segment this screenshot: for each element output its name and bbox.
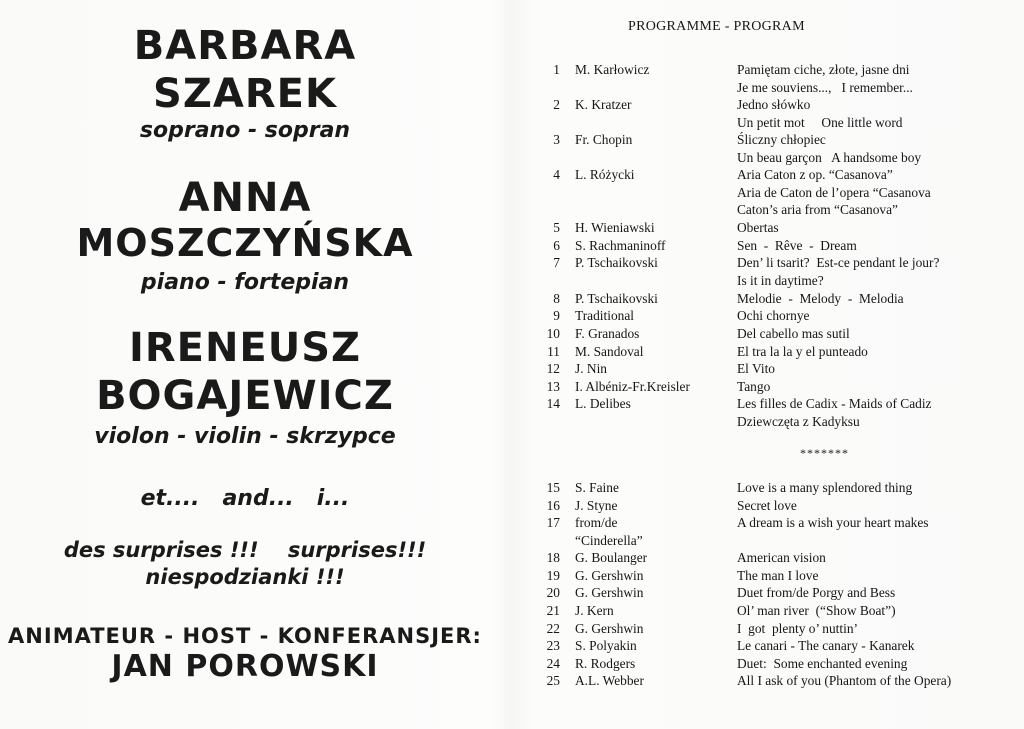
composer: A.L. Webber [575, 673, 644, 688]
work-title: Obertas [737, 220, 779, 235]
item-number: 18 [546, 550, 560, 565]
work-title: Aria de Caton de l’opera “Casanova [737, 185, 931, 200]
programme-row [520, 673, 1020, 691]
programme-row [520, 150, 1020, 168]
surprises-line-1: des surprises !!! surprises!!! [63, 538, 427, 562]
item-number: 14 [546, 396, 560, 411]
composer: M. Sandoval [575, 344, 644, 359]
composer: G. Gershwin [575, 568, 644, 583]
work-title: All I ask of you (Phantom of the Opera) [737, 673, 952, 688]
work-title: Caton’s aria from “Casanova” [737, 202, 899, 217]
item-number: 13 [546, 379, 560, 394]
work-title: Śliczny chłopiec [737, 132, 826, 147]
work-title: Sen - Rêve - Dream [737, 238, 857, 253]
work-title: A dream is a wish your heart makes [737, 515, 929, 530]
composer: S. Faine [575, 480, 619, 495]
composer: Fr. Chopin [575, 132, 633, 147]
work-title: Is it in daytime? [737, 273, 824, 288]
programme-row [520, 533, 1020, 551]
work-title: Secret love [737, 498, 797, 513]
work-title: Love is a many splendored thing [737, 480, 913, 495]
item-number: 7 [553, 255, 560, 270]
composer: J. Nin [575, 361, 607, 376]
programme-row [520, 132, 1020, 150]
programme-row [520, 80, 1020, 98]
composer: R. Rodgers [575, 656, 636, 671]
programme-row [520, 238, 1020, 256]
item-number: 8 [553, 291, 560, 306]
item-number: 24 [546, 656, 560, 671]
programme-row [520, 220, 1020, 238]
programme-row [520, 97, 1020, 115]
composer: H. Wieniawski [575, 220, 655, 235]
item-number: 2 [553, 97, 560, 112]
work-title: Ochi chornye [737, 308, 810, 323]
item-number: 21 [546, 603, 560, 618]
programme-row [520, 585, 1020, 603]
composer: G. Boulanger [575, 550, 648, 565]
programme-row [520, 515, 1020, 533]
item-number: 1 [553, 62, 560, 77]
performer-1-name-line-1: BARBARA [133, 23, 357, 69]
programme-row [520, 603, 1020, 621]
programme-row [520, 255, 1020, 273]
programme-row [520, 379, 1020, 397]
item-number: 15 [546, 480, 560, 495]
work-title: The man I love [737, 568, 819, 583]
composer: from/de [575, 515, 618, 530]
composer: P. Tschaikovski [575, 291, 658, 306]
performer-3-name-line-1: IRENEUSZ [128, 325, 362, 371]
performer-1-name-line-2: SZAREK [153, 71, 337, 117]
programme-row [520, 361, 1020, 379]
programme-panel [520, 0, 1020, 729]
composer: K. Kratzer [575, 97, 632, 112]
performer-1-role: soprano - sopran [139, 118, 351, 143]
performer-2-name-line-1: ANNA [178, 175, 312, 221]
performer-2-name-line-2: MOSZCZYŃSKA [76, 221, 414, 265]
composer: S. Polyakin [575, 638, 637, 653]
programme-row [520, 167, 1020, 185]
composer: L. Różycki [575, 167, 635, 182]
programme-row [520, 550, 1020, 568]
programme-row [520, 115, 1020, 133]
item-number: 11 [547, 344, 560, 359]
and-line: et.... and... i... [140, 486, 350, 511]
work-title: Ol’ man river (“Show Boat”) [737, 603, 896, 618]
work-title: Le canari - The canary - Kanarek [737, 638, 915, 653]
item-number: 20 [546, 585, 560, 600]
programme-row [520, 621, 1020, 639]
item-number: 22 [546, 621, 560, 636]
item-number: 23 [546, 638, 560, 653]
work-title: Duet: Some enchanted evening [737, 656, 908, 671]
programme-row [520, 326, 1020, 344]
programme-row [520, 344, 1020, 362]
item-number: 4 [553, 167, 560, 182]
composer: J. Kern [575, 603, 614, 618]
composer: F. Granados [575, 326, 640, 341]
host-name: JAN POROWSKI [111, 649, 379, 684]
work-title: Den’ li tsarit? Est-ce pendant le jour? [737, 255, 940, 270]
composer: G. Gershwin [575, 585, 644, 600]
composer: L. Delibes [575, 396, 631, 411]
work-title: Melodie - Melody - Melodia [737, 291, 904, 306]
section-separator: ******* [800, 446, 849, 460]
performer-2-role: piano - fortepian [140, 270, 350, 295]
work-title: Un beau garçon A handsome boy [737, 150, 922, 165]
work-title: Tango [737, 379, 771, 394]
programme-row [520, 568, 1020, 586]
composer: M. Karłowicz [575, 62, 650, 77]
composer: S. Rachmaninoff [575, 238, 666, 253]
item-number: 25 [546, 673, 560, 688]
performer-3-name-line-2: BOGAJEWICZ [96, 373, 394, 419]
item-number: 3 [553, 132, 560, 147]
work-title: Duet from/de Porgy and Bess [737, 585, 896, 600]
work-title: Un petit mot One little word [737, 115, 903, 130]
work-title: Del cabello mas sutil [737, 326, 850, 341]
work-title: Dziewczęta z Kadyksu [737, 414, 860, 429]
work-title: Pamiętam ciche, złote, jasne dni [737, 62, 910, 77]
programme-row [520, 498, 1020, 516]
programme-row [520, 202, 1020, 220]
work-title: Jedno słówko [737, 97, 811, 112]
composer: J. Styne [575, 498, 618, 513]
composer: Traditional [575, 308, 635, 323]
performer-3-role: violon - violin - skrzypce [94, 424, 396, 449]
item-number: 6 [553, 238, 560, 253]
programme-title: PROGRAMME - PROGRAM [628, 19, 805, 34]
programme-row [520, 396, 1020, 414]
surprises-line-2: niespodzianki !!! [145, 565, 345, 589]
programme-row [520, 414, 1020, 432]
item-number: 17 [546, 515, 560, 530]
item-number: 10 [546, 326, 560, 341]
programme-row [520, 273, 1020, 291]
programme-row [520, 291, 1020, 309]
programme-row [520, 656, 1020, 674]
host-label: ANIMATEUR - HOST - KONFERANSJER: [8, 624, 482, 648]
work-title: Je me souviens..., I remember... [737, 80, 913, 95]
programme-row [520, 638, 1020, 656]
composer: P. Tschaikovski [575, 255, 658, 270]
work-title: I got plenty o’ nuttin’ [737, 621, 858, 636]
programme-row [520, 308, 1020, 326]
performers-panel [0, 0, 490, 729]
work-title: American vision [737, 550, 826, 565]
work-title: El tra la la y el punteado [737, 344, 868, 359]
item-number: 19 [546, 568, 560, 583]
programme-row [520, 185, 1020, 203]
item-number: 9 [553, 308, 560, 323]
work-title: Les filles de Cadix - Maids of Cadiz [737, 396, 932, 411]
item-number: 16 [546, 498, 560, 513]
composer: “Cinderella” [575, 533, 643, 548]
work-title: El Vito [737, 361, 776, 376]
programme-row [520, 62, 1020, 80]
item-number: 5 [553, 220, 560, 235]
programme-row [520, 480, 1020, 498]
work-title: Aria Caton z op. “Casanova” [737, 167, 893, 182]
composer: G. Gershwin [575, 621, 644, 636]
item-number: 12 [546, 361, 560, 376]
composer: I. Albéniz-Fr.Kreisler [575, 379, 690, 394]
